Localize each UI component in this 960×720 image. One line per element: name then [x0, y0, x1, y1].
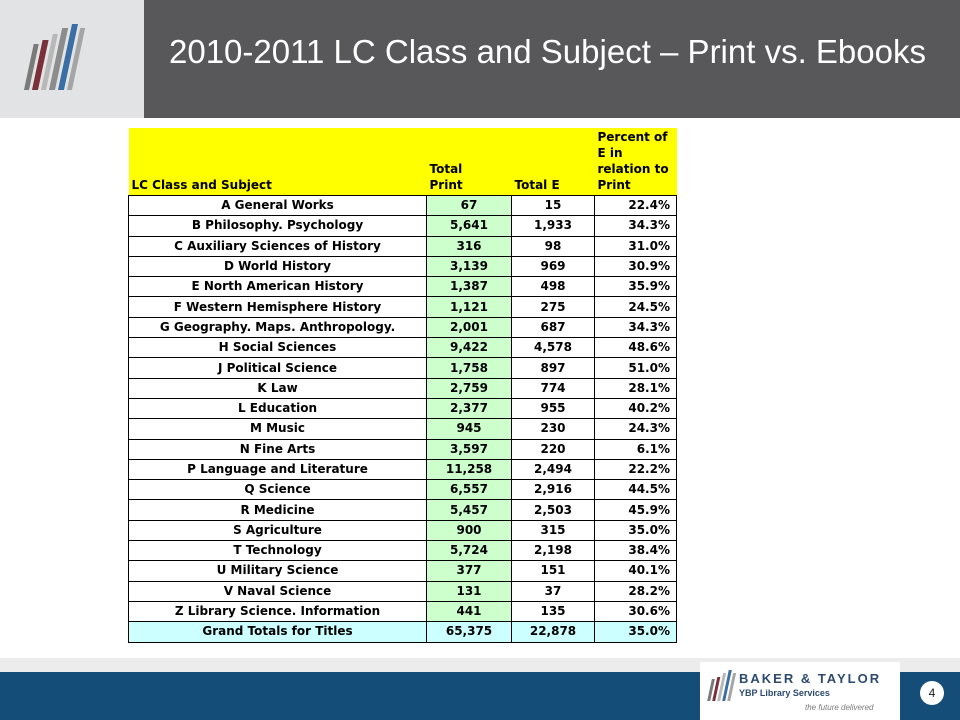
row-percent: 45.9%: [595, 500, 677, 520]
row-class: U Military Science: [129, 561, 427, 581]
row-percent: 44.5%: [595, 480, 677, 500]
row-e: 2,494: [512, 459, 595, 479]
brand-logo: [700, 662, 900, 720]
totals-row: [129, 622, 677, 642]
row-class: F Western Hemisphere History: [129, 297, 427, 317]
totals-percent: 35.0%: [595, 622, 677, 642]
table-row: [129, 378, 677, 398]
row-percent: 51.0%: [595, 358, 677, 378]
column-header-print-text: Total Print: [429, 162, 463, 192]
row-print: 1,387: [427, 277, 512, 297]
row-print: 900: [427, 520, 512, 540]
row-e: 98: [512, 236, 595, 256]
row-percent: 48.6%: [595, 338, 677, 358]
row-print: 1,121: [427, 297, 512, 317]
row-e: 955: [512, 398, 595, 418]
row-class: J Political Science: [129, 358, 427, 378]
lc-class-table: [128, 128, 677, 643]
table-row: [129, 256, 677, 276]
table-row: [129, 439, 677, 459]
row-print: 316: [427, 236, 512, 256]
row-print: 2,759: [427, 378, 512, 398]
table-row: [129, 338, 677, 358]
brand-name: BAKER & TAYLOR: [739, 671, 882, 686]
totals-e: 22,878: [512, 622, 595, 642]
row-e: 135: [512, 601, 595, 621]
table-row: [129, 601, 677, 621]
baker-taylor-logo-icon: [706, 669, 742, 709]
row-print: 2,001: [427, 317, 512, 337]
row-class: H Social Sciences: [129, 338, 427, 358]
row-class: R Medicine: [129, 500, 427, 520]
row-print: 441: [427, 601, 512, 621]
totals-label: Grand Totals for Titles: [129, 622, 427, 642]
table-row: [129, 419, 677, 439]
bookshelf-logo-icon: [0, 0, 144, 118]
row-class: D World History: [129, 256, 427, 276]
row-percent: 30.6%: [595, 601, 677, 621]
row-e: 2,198: [512, 541, 595, 561]
row-e: 275: [512, 297, 595, 317]
column-header-percent: [595, 128, 677, 196]
row-e: 15: [512, 196, 595, 216]
row-percent: 24.3%: [595, 419, 677, 439]
table-row: [129, 520, 677, 540]
row-e: 897: [512, 358, 595, 378]
row-percent: 35.9%: [595, 277, 677, 297]
row-class: T Technology: [129, 541, 427, 561]
page-title: 2010-2011 LC Class and Subject – Print vs. Ebooks: [169, 33, 926, 70]
page-number: 4: [920, 681, 944, 705]
row-percent: 28.2%: [595, 581, 677, 601]
table-row: [129, 561, 677, 581]
row-class: G Geography. Maps. Anthropology.: [129, 317, 427, 337]
row-percent: 40.1%: [595, 561, 677, 581]
table-row: [129, 398, 677, 418]
row-percent: 34.3%: [595, 317, 677, 337]
row-class: B Philosophy. Psychology: [129, 216, 427, 236]
row-e: 1,933: [512, 216, 595, 236]
row-class: K Law: [129, 378, 427, 398]
row-percent: 24.5%: [595, 297, 677, 317]
column-header-e: Total E: [512, 128, 595, 196]
totals-print: 65,375: [427, 622, 512, 642]
brand-subtitle: YBP Library Services: [739, 688, 830, 698]
table-row: [129, 277, 677, 297]
row-print: 3,139: [427, 256, 512, 276]
row-e: 4,578: [512, 338, 595, 358]
column-header-class: LC Class and Subject: [129, 128, 427, 196]
row-print: 9,422: [427, 338, 512, 358]
row-e: 151: [512, 561, 595, 581]
table-row: [129, 541, 677, 561]
column-header-percent-text: Percent of E in relation to Print: [597, 130, 669, 192]
row-e: 230: [512, 419, 595, 439]
table-row: [129, 459, 677, 479]
row-e: 498: [512, 277, 595, 297]
title-bar: [144, 0, 960, 118]
row-percent: 6.1%: [595, 439, 677, 459]
table-header-row: [129, 128, 677, 196]
row-print: 3,597: [427, 439, 512, 459]
row-percent: 40.2%: [595, 398, 677, 418]
table-row: [129, 317, 677, 337]
row-e: 2,503: [512, 500, 595, 520]
row-class: V Naval Science: [129, 581, 427, 601]
table-row: [129, 581, 677, 601]
row-print: 11,258: [427, 459, 512, 479]
table-row: [129, 358, 677, 378]
row-print: 945: [427, 419, 512, 439]
brand-tagline: the future delivered: [805, 703, 874, 712]
row-class: S Agriculture: [129, 520, 427, 540]
row-e: 315: [512, 520, 595, 540]
row-class: Q Science: [129, 480, 427, 500]
row-e: 2,916: [512, 480, 595, 500]
row-print: 6,557: [427, 480, 512, 500]
row-e: 969: [512, 256, 595, 276]
table-row: [129, 500, 677, 520]
row-print: 1,758: [427, 358, 512, 378]
row-class: P Language and Literature: [129, 459, 427, 479]
row-percent: 35.0%: [595, 520, 677, 540]
row-percent: 22.4%: [595, 196, 677, 216]
table-row: [129, 297, 677, 317]
row-e: 774: [512, 378, 595, 398]
row-class: Z Library Science. Information: [129, 601, 427, 621]
row-print: 5,641: [427, 216, 512, 236]
table-row: [129, 236, 677, 256]
row-percent: 31.0%: [595, 236, 677, 256]
row-class: L Education: [129, 398, 427, 418]
row-percent: 34.3%: [595, 216, 677, 236]
column-header-print: [427, 128, 512, 196]
table-row: [129, 480, 677, 500]
row-print: 131: [427, 581, 512, 601]
row-print: 67: [427, 196, 512, 216]
row-percent: 22.2%: [595, 459, 677, 479]
row-print: 2,377: [427, 398, 512, 418]
row-percent: 30.9%: [595, 256, 677, 276]
row-e: 687: [512, 317, 595, 337]
row-percent: 28.1%: [595, 378, 677, 398]
row-print: 377: [427, 561, 512, 581]
row-print: 5,724: [427, 541, 512, 561]
row-class: M Music: [129, 419, 427, 439]
row-e: 37: [512, 581, 595, 601]
row-class: N Fine Arts: [129, 439, 427, 459]
table-row: [129, 216, 677, 236]
row-e: 220: [512, 439, 595, 459]
row-class: E North American History: [129, 277, 427, 297]
table-body: [129, 196, 677, 622]
row-print: 5,457: [427, 500, 512, 520]
row-class: C Auxiliary Sciences of History: [129, 236, 427, 256]
table-row: [129, 196, 677, 216]
logo-panel: [0, 0, 144, 118]
row-class: A General Works: [129, 196, 427, 216]
row-percent: 38.4%: [595, 541, 677, 561]
